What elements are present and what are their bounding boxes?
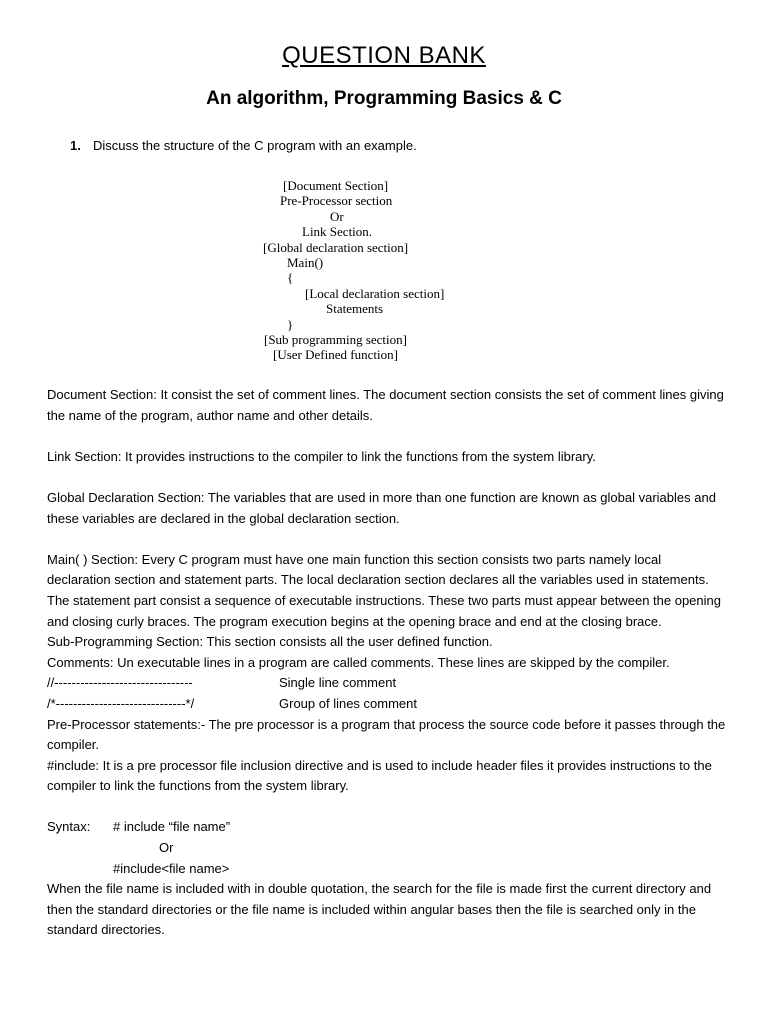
global-section-paragraph: Global Declaration Section: The variables that are used in more than one function are known as global variables and these variables are declared in the global declaration section. xyxy=(47,489,716,526)
main-section-paragraph: Main( ) Section: Every C program must have one main function this section consists two parts namely local declaration section and statement parts. The local declaration section declares all the variables used in statements. The statement part consist a sequence of executable instructions. These two parts must appear between the opening and closing curly braces. The program execution begins at the opening brace and end at the closing brace. xyxy=(47,551,721,629)
structure-line: [Document Section] xyxy=(283,178,389,193)
comment-syntax: //-------------------------------- xyxy=(47,675,193,691)
program-structure-diagram xyxy=(0,178,768,363)
structure-line: Main() xyxy=(287,255,324,271)
syntax-line-2: Or xyxy=(159,840,174,856)
structure-line: Pre-Processor section xyxy=(280,193,393,209)
comment-row xyxy=(47,694,727,715)
structure-line: [Sub programming section] xyxy=(264,332,407,348)
page-subtitle: An algorithm, Programming Basics & C xyxy=(206,88,562,109)
syntax-line-3: #include<file name> xyxy=(113,860,230,876)
question-number: 1. xyxy=(70,138,81,153)
document-section-paragraph: Document Section: It consist the set of comment lines. The document section consists the set of comment lines giving the name of the program, author name and other details. xyxy=(47,387,724,423)
page-title: QUESTION BANK xyxy=(282,42,486,69)
question-item xyxy=(70,138,417,153)
structure-line: [Local declaration section] xyxy=(305,285,445,301)
structure-line: Or xyxy=(330,208,344,224)
sub-programming-paragraph: Sub-Programming Section: This section consists all the user defined function. xyxy=(47,634,493,650)
link-section-paragraph: Link Section: It provides instructions to the compiler to link the functions from the system library. xyxy=(47,448,596,464)
syntax-line-1 xyxy=(47,817,727,838)
comment-syntax: /*------------------------------*/ xyxy=(47,695,195,711)
syntax-include-quoted: # include “file name” xyxy=(113,819,231,835)
comment-description: Single line comment xyxy=(279,675,397,691)
closing-paragraph: When the file name is included with in double quotation, the search for the file is made first the current directory and then the standard directories or the file name is included within angular bases then the file is searched only in the standard directories. xyxy=(47,881,712,938)
structure-line: } xyxy=(287,316,294,332)
structure-line: [Global declaration section] xyxy=(263,239,409,255)
include-paragraph: #include: It is a pre processor file inclusion directive and is used to include header files it provides instructions to the compiler to link the functions from the system library. xyxy=(47,757,712,794)
syntax-label: Syntax: xyxy=(47,819,91,835)
structure-line: Link Section. xyxy=(302,224,373,240)
comment-description: Group of lines comment xyxy=(279,695,418,711)
comment-row xyxy=(47,673,727,694)
structure-line: { xyxy=(287,270,294,286)
comments-paragraph: Comments: Un executable lines in a program are called comments. These lines are skipped by the compiler. xyxy=(47,654,670,670)
answer-body xyxy=(47,385,727,941)
structure-line: [User Defined function] xyxy=(273,347,398,363)
question-text: Discuss the structure of the C program with an example. xyxy=(93,138,417,153)
structure-line: Statements xyxy=(326,301,384,317)
preprocessor-paragraph: Pre-Processor statements:- The pre processor is a program that process the source code before it passes through the compiler. xyxy=(47,716,726,753)
